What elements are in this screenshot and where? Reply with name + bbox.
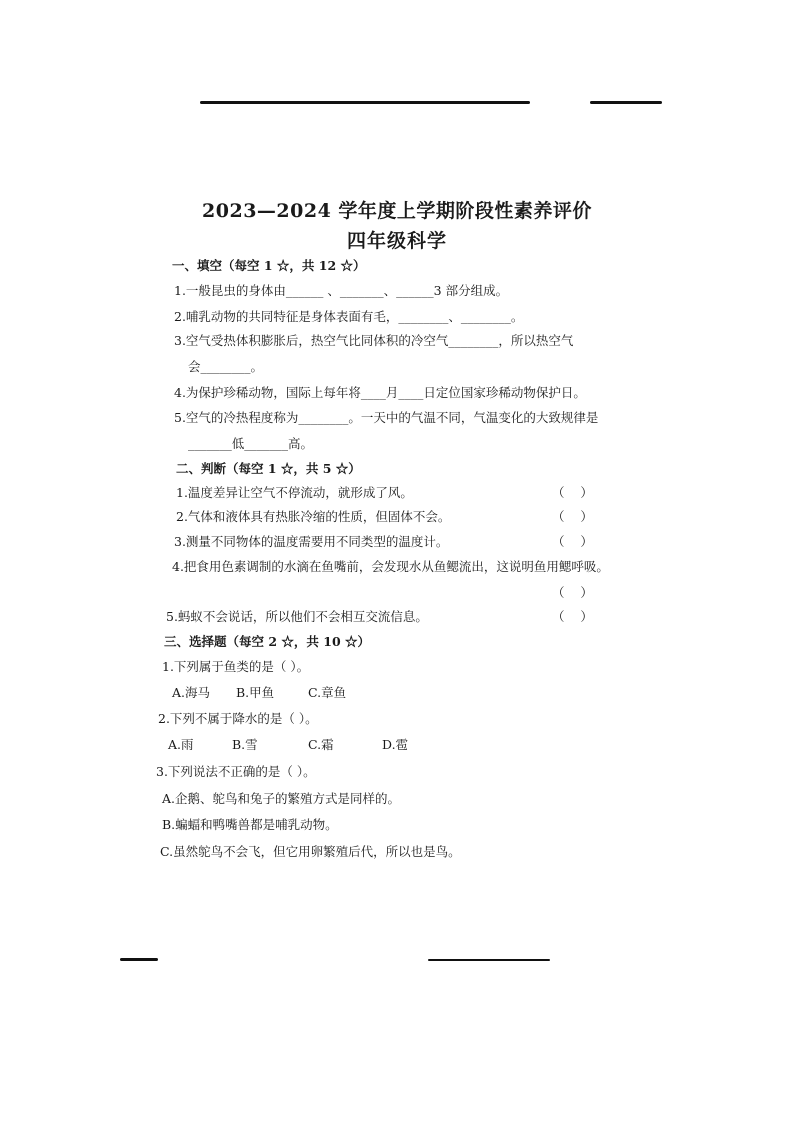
choice-q3-option-c: C.虽然鸵鸟不会飞，但它用卵繁殖后代，所以也是鸟。 — [160, 844, 461, 859]
section-true-false-heading: 二、判断（每空 1 ☆，共 5 ☆） — [176, 461, 361, 476]
tf-q4-answer-box: （ ） — [552, 585, 593, 600]
tf-q3-answer-box: （ ） — [552, 534, 593, 549]
tf-q5-answer-box: （ ） — [552, 609, 593, 624]
fill-q5-line1: 5.空气的冷热程度称为________。一天中的气温不同，气温变化的大致规律是 — [174, 410, 599, 425]
fill-q4: 4.为保护珍稀动物，国际上每年将____月____日定位国家珍稀动物保护日。 — [174, 385, 586, 400]
tf-q2: 2.气体和液体具有热胀冷缩的性质，但固体不会。 — [176, 509, 451, 524]
fill-q3-line2: 会________。 — [188, 359, 264, 374]
choice-q2-option-c: C.霜 — [308, 737, 334, 752]
choice-q1: 1.下列属于鱼类的是（ ）。 — [162, 659, 310, 674]
tf-q1-answer-box: （ ） — [552, 485, 593, 500]
scan-edge-top-left — [200, 101, 530, 104]
choice-q2-option-b: B.雪 — [232, 737, 258, 752]
choice-q1-option-a: A.海马 — [172, 685, 211, 700]
tf-q1: 1.温度差异让空气不停流动，就形成了风。 — [176, 485, 413, 500]
scan-edge-bottom-right — [428, 959, 550, 961]
scan-edge-bottom-left — [120, 958, 158, 961]
fill-q1: 1.一般昆虫的身体由______ 、_______、______3 部分组成。 — [174, 283, 509, 298]
exam-title: 2023—2024 学年度上学期阶段性素养评价 — [202, 200, 592, 222]
fill-q3-line1: 3.空气受热体积膨胀后，热空气比同体积的冷空气________，所以热空气 — [174, 333, 574, 348]
tf-q3: 3.测量不同物体的温度需要用不同类型的温度计。 — [174, 534, 449, 549]
scan-edge-top-right — [590, 101, 662, 104]
fill-q5-line2: _______低_______高。 — [188, 436, 314, 451]
choice-q2-option-d: D.雹 — [382, 737, 409, 752]
tf-q4: 4.把食用色素调制的水滴在鱼嘴前，会发现水从鱼鳃流出，这说明鱼用鳃呼吸。 — [172, 559, 609, 574]
tf-q2-answer-box: （ ） — [552, 509, 593, 524]
section-fill-blank-heading: 一、填空（每空 1 ☆，共 12 ☆） — [172, 258, 366, 273]
exam-subtitle: 四年级科学 — [346, 230, 447, 252]
fill-q2: 2.哺乳动物的共同特征是身体表面有毛，________、________。 — [174, 309, 524, 324]
choice-q2-option-a: A.雨 — [168, 737, 194, 752]
section-choice-heading: 三、选择题（每空 2 ☆，共 10 ☆） — [164, 634, 371, 649]
choice-q3-option-a: A.企鹅、鸵鸟和兔子的繁殖方式是同样的。 — [162, 791, 401, 806]
tf-q5: 5.蚂蚁不会说话，所以他们不会相互交流信息。 — [166, 609, 428, 624]
choice-q2: 2.下列不属于降水的是（ ）。 — [158, 711, 318, 726]
choice-q3: 3.下列说法不正确的是（ ）。 — [156, 764, 316, 779]
choice-q1-option-c: C.章鱼 — [308, 685, 347, 700]
choice-q3-option-b: B.蝙蝠和鸭嘴兽都是哺乳动物。 — [162, 817, 338, 832]
choice-q1-option-b: B.甲鱼 — [236, 685, 275, 700]
